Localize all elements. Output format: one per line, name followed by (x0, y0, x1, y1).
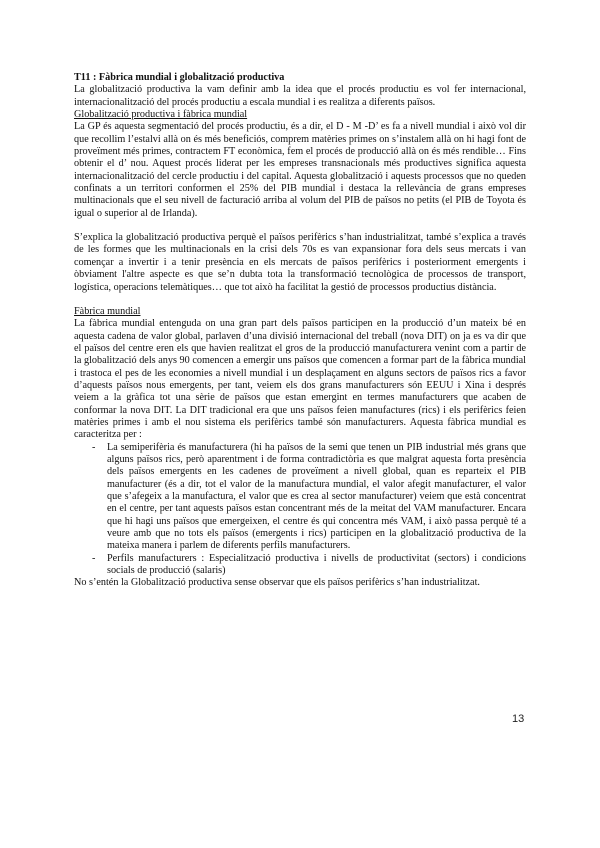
paragraph-gap (74, 294, 526, 306)
section-heading-fabrica: Fàbrica mundial (74, 305, 141, 317)
paragraph-gp: La GP és aquesta segmentació del procés productiu, és a dir, el D - M -D’ es fa a nivell mundial i això vol dir que recollim l’estalvi allà on és més beneficiós, comprem matèries primes on s’instalem allà on hi hagi font de proveïment més primes, contractem FT econòmica, fem el procés de producció allà on és més rendible… Fins obtenir el d’ nou. Aquest procés liderat per les empreses transnacionals més productives significa aquesta internacionalització del cercle productiu i del capital. Aquesta globalització i aquests processos que no queden confinats a un territori conformen el 25% del PIB mundial i destaca la rellevància de grans empreses multinacionals que el seu nivell de facturació arriba al volum del PIB de països no petits (el PIB de Toyota és igual o superior al de Irlanda). (74, 121, 526, 219)
page-number: 13 (512, 713, 525, 725)
characteristics-list (74, 442, 526, 578)
list-item-text: Perfils manufacturers : Especialització productiva i nivells de productivitat (sectors) i condicions socials de producció (salaris) (107, 552, 526, 577)
section-heading-globalitzacio: Globalització productiva i fàbrica mundial (74, 109, 248, 121)
list-item-text: La semiperifèria és manufacturera (hi ha països de la semi que tenen un PIB industrial més grans que alguns països rics, però aparentment i de forma contradictòria es que malgrat aquesta forta presència dels països emergents en les cadenes de proveïment a nivell global, quan es reparteix el PIB manufacturer (és a dir, tot el valor de la manufactura mundial, el valor afegit manufacturer, el valor que s’afegeix a la manufactura, el valor que es crea al sector manufacturer) veiem que està concentrat en el centre, per tant aquests països estan concentrant més de la meitat del VAM manufacturer. Encara que hi hagi uns països que emergeixen, el centre és qui concentra més VAM, i això passa perquè té a veure amb que no tots els països (emergents i rics) participen en la globalització productiva de la mateixa manera i parlem de diferents perfils manufacturers. (107, 441, 526, 552)
bullet-marker: - (92, 441, 96, 453)
document-body (74, 72, 526, 590)
list-item (74, 442, 526, 553)
list-item (74, 553, 526, 578)
paragraph-gap (74, 220, 526, 232)
document-title: T11 : Fàbrica mundial i globalització productiva (74, 72, 285, 83)
closing-paragraph: No s’entén la Globalització productiva sense observar que els països perifèrics s’han industrialitzat. (74, 577, 480, 589)
intro-paragraph: La globalització productiva la vam definir amb la idea que el procés productiu es vol fer internacional, internacionalització del procés productiu a escala mundial i es realitza a diferents països. (74, 84, 526, 108)
bullet-marker: - (92, 552, 96, 564)
paragraph-fabrica: La fàbrica mundial entenguda on una gran part dels països participen en la producció d’un mateix bé en aquesta cadena de valor global, parlaven d’una divisió internacional del treball (nova DIT) on ja es va dir que el països del centre eren els que havien realitzat el gros de la producció manufacturera venint com a partir de la globalització dels anys 90 comencen a emergir uns països que comencen a formar part de la fàbrica mundial i trastoca el pes de les economies a nivell mundial i un desplaçament en alguns sectors de països rics a favor d’aquests països nous emergents, per tant, veiem els dos grans manufacturers són EEUU i Xina i després veiem a la gràfica tot una sèrie de països que estan emergint en termes manufacturers que acaben de conformar la nova DIT. La DIT tradicional era que uns països feien manufactures (rics) i els perifèrics feien matèries primes i amb el nou sistema els perifèrics també són manufacturers. Aquesta fàbrica mundial es caracteritza per : (74, 318, 526, 441)
paragraph-explicacio: S’explica la globalització productiva perquè el països perifèrics s’han industrialitzat, també s’explica a través de les formes que les multinacionals en la crisi dels 70s es van expansionar fora dels seus mercats i van començar a invertir i a tenir presència en els mercats de països perifèrics i posteriorment emergents i òbviament l'altre aspecte es que se’n dubta tota la transformació tecnològica de processos de transport, logística, operacions telemàtiques… que tot això ha facilitat la gestió de processos productius distància. (74, 232, 526, 293)
